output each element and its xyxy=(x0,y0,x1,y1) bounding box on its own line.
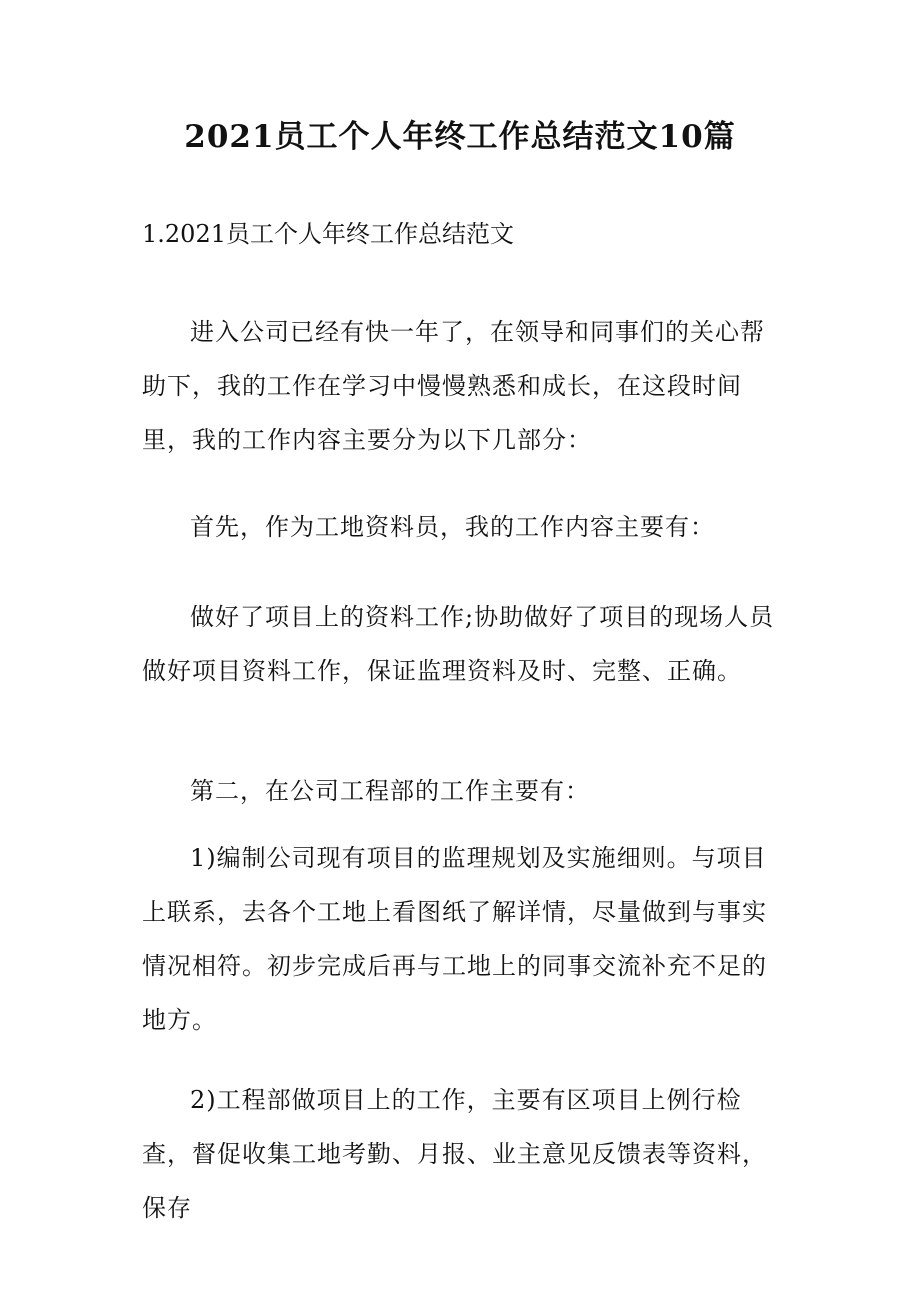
document-title: 2021员工个人年终工作总结范文10篇 xyxy=(184,119,736,155)
paragraph: 进入公司已经有快一年了，在领导和同事们的关心帮助下，我的工作在学习中慢慢熟悉和成长，在这段时间里，我的工作内容主要分为以下几部分： xyxy=(142,318,765,454)
section-heading: 1.2021员工个人年终工作总结范文 xyxy=(142,220,514,248)
paragraph: 首先，作为工地资料员，我的工作内容主要有： xyxy=(190,513,715,541)
paragraph: 做好了项目上的资料工作;协助做好了项目的现场人员做好项目资料工作，保证监理资料及时、完整、正确。 xyxy=(142,603,775,685)
paragraph: 第二，在公司工程部的工作主要有： xyxy=(190,777,590,805)
paragraph: 1)编制公司现有项目的监理规划及实施细则。与项目上联系，去各个工地上看图纸了解详情，尽量做到与事实情况相符。初步完成后再与工地上的同事交流补充不足的地方。 xyxy=(142,844,767,1034)
paragraph: 2)工程部做项目上的工作，主要有区项目上例行检查，督促收集工地考勤、月报、业主意见反馈表等资料，保存 xyxy=(142,1086,767,1222)
